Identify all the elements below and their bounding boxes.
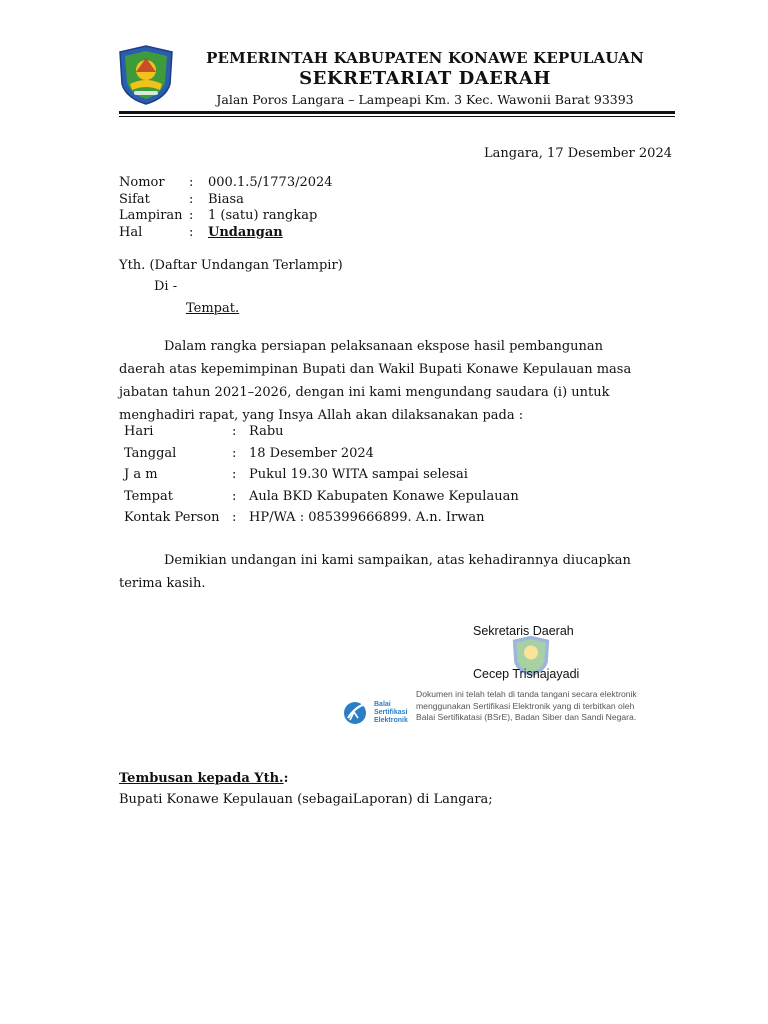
meta-key: Hal	[119, 224, 143, 240]
meta-value: Biasa	[208, 191, 244, 207]
regency-emblem-icon	[116, 44, 176, 106]
recipient-place: Tempat.	[186, 301, 240, 316]
detail-colon: :	[232, 488, 237, 504]
detail-key: Tempat	[124, 488, 173, 504]
detail-colon: :	[232, 424, 237, 439]
meta-colon: :	[189, 224, 194, 240]
signatory-title: Sekretaris Daerah	[473, 624, 574, 638]
signatory-name: Cecep Trisnajayadi	[473, 667, 580, 681]
esign-note-line: Balai Sertifikatasi (BSrE), Badan Siber dan Sandi Negara.	[416, 712, 637, 722]
detail-row	[124, 464, 519, 486]
detail-row	[124, 507, 519, 529]
meta-key: Lampiran	[119, 208, 183, 223]
detail-colon: :	[232, 510, 237, 525]
esign-note-line: menggunakan Sertifikasi Elektronik yang di terbitkan oleh	[416, 700, 635, 711]
bsre-logo-line: Elektronik	[374, 717, 408, 724]
meta-colon: :	[189, 191, 194, 207]
esign-note	[416, 689, 637, 724]
body-paragraph-1	[119, 335, 672, 427]
recipient-line: Yth. (Daftar Undangan Terlampir)	[119, 258, 343, 273]
paragraph-line: terima kasih.	[119, 576, 206, 591]
paragraph-line: daerah atas kepemimpinan Bupati dan Wakil Bupati Konawe Kepulauan masa	[119, 362, 632, 377]
letter-meta	[119, 175, 333, 241]
meta-colon: :	[189, 175, 194, 190]
meta-value: 1 (satu) rangkap	[208, 208, 318, 223]
bsre-logo-line: Balai	[374, 701, 391, 708]
paragraph-line: menghadiri rapat, yang Insya Allah akan dilaksanakan pada :	[119, 408, 524, 423]
tembusan-heading	[119, 770, 288, 787]
bsre-logo-icon	[342, 700, 372, 726]
detail-value: Rabu	[249, 424, 284, 439]
paragraph-line: Dalam rangka persiapan pelaksanaan ekspose hasil pembangunan	[164, 339, 604, 354]
meta-row	[119, 208, 333, 225]
paragraph-line: jabatan tahun 2021–2026, dengan ini kami mengundang saudara (i) untuk	[119, 385, 610, 400]
detail-value: HP/WA : 085399666899. A.n. Irwan	[249, 510, 485, 525]
detail-key: J a m	[124, 467, 158, 482]
meta-colon: :	[189, 208, 194, 223]
meta-subject: Undangan	[208, 224, 283, 240]
tembusan-colon: :	[283, 771, 289, 786]
letterhead-office: SEKRETARIAT DAERAH	[299, 68, 551, 89]
body-paragraph-2	[119, 549, 672, 595]
bsre-logo-text	[374, 701, 408, 725]
bsre-logo-line: Sertifikasi	[374, 709, 408, 716]
meta-row	[119, 225, 333, 242]
letterhead-rule-thick	[119, 111, 675, 114]
detail-key: Kontak Person	[124, 510, 220, 525]
detail-row	[124, 486, 519, 508]
meta-value: 000.1.5/1773/2024	[208, 175, 333, 190]
recipient-di: Di -	[154, 279, 178, 294]
letterhead-rule-thin	[119, 116, 675, 117]
event-details	[124, 421, 519, 529]
detail-row	[124, 421, 519, 443]
detail-key: Hari	[124, 424, 154, 439]
detail-value: 18 Desember 2024	[249, 445, 374, 461]
meta-row	[119, 192, 333, 209]
tembusan-item: Bupati Konawe Kepulauan (sebagaiLaporan) di Langara;	[119, 792, 493, 807]
letterhead-government: PEMERINTAH KABUPATEN KONAWE KEPULAUAN	[206, 49, 644, 67]
detail-value: Pukul 19.30 WITA sampai selesai	[249, 467, 468, 482]
esign-note-line: Dokumen ini telah telah di tanda tangani secara elektronik	[416, 689, 637, 699]
paragraph-line: Demikian undangan ini kami sampaikan, atas kehadirannya diucapkan	[164, 553, 631, 568]
detail-key: Tanggal	[124, 445, 177, 461]
letterhead-address: Jalan Poros Langara – Lampeapi Km. 3 Kec. Wawonii Barat 93393	[216, 92, 634, 107]
detail-colon: :	[232, 467, 237, 482]
detail-row	[124, 443, 519, 465]
letterhead	[180, 48, 670, 109]
detail-value: Aula BKD Kabupaten Konawe Kepulauan	[249, 488, 519, 504]
meta-row	[119, 175, 333, 192]
tembusan-label: Tembusan kepada Yth.	[119, 771, 284, 786]
detail-colon: :	[232, 445, 237, 461]
letter-date: Langara, 17 Desember 2024	[484, 146, 672, 161]
meta-key: Sifat	[119, 191, 150, 207]
meta-key: Nomor	[119, 175, 165, 190]
